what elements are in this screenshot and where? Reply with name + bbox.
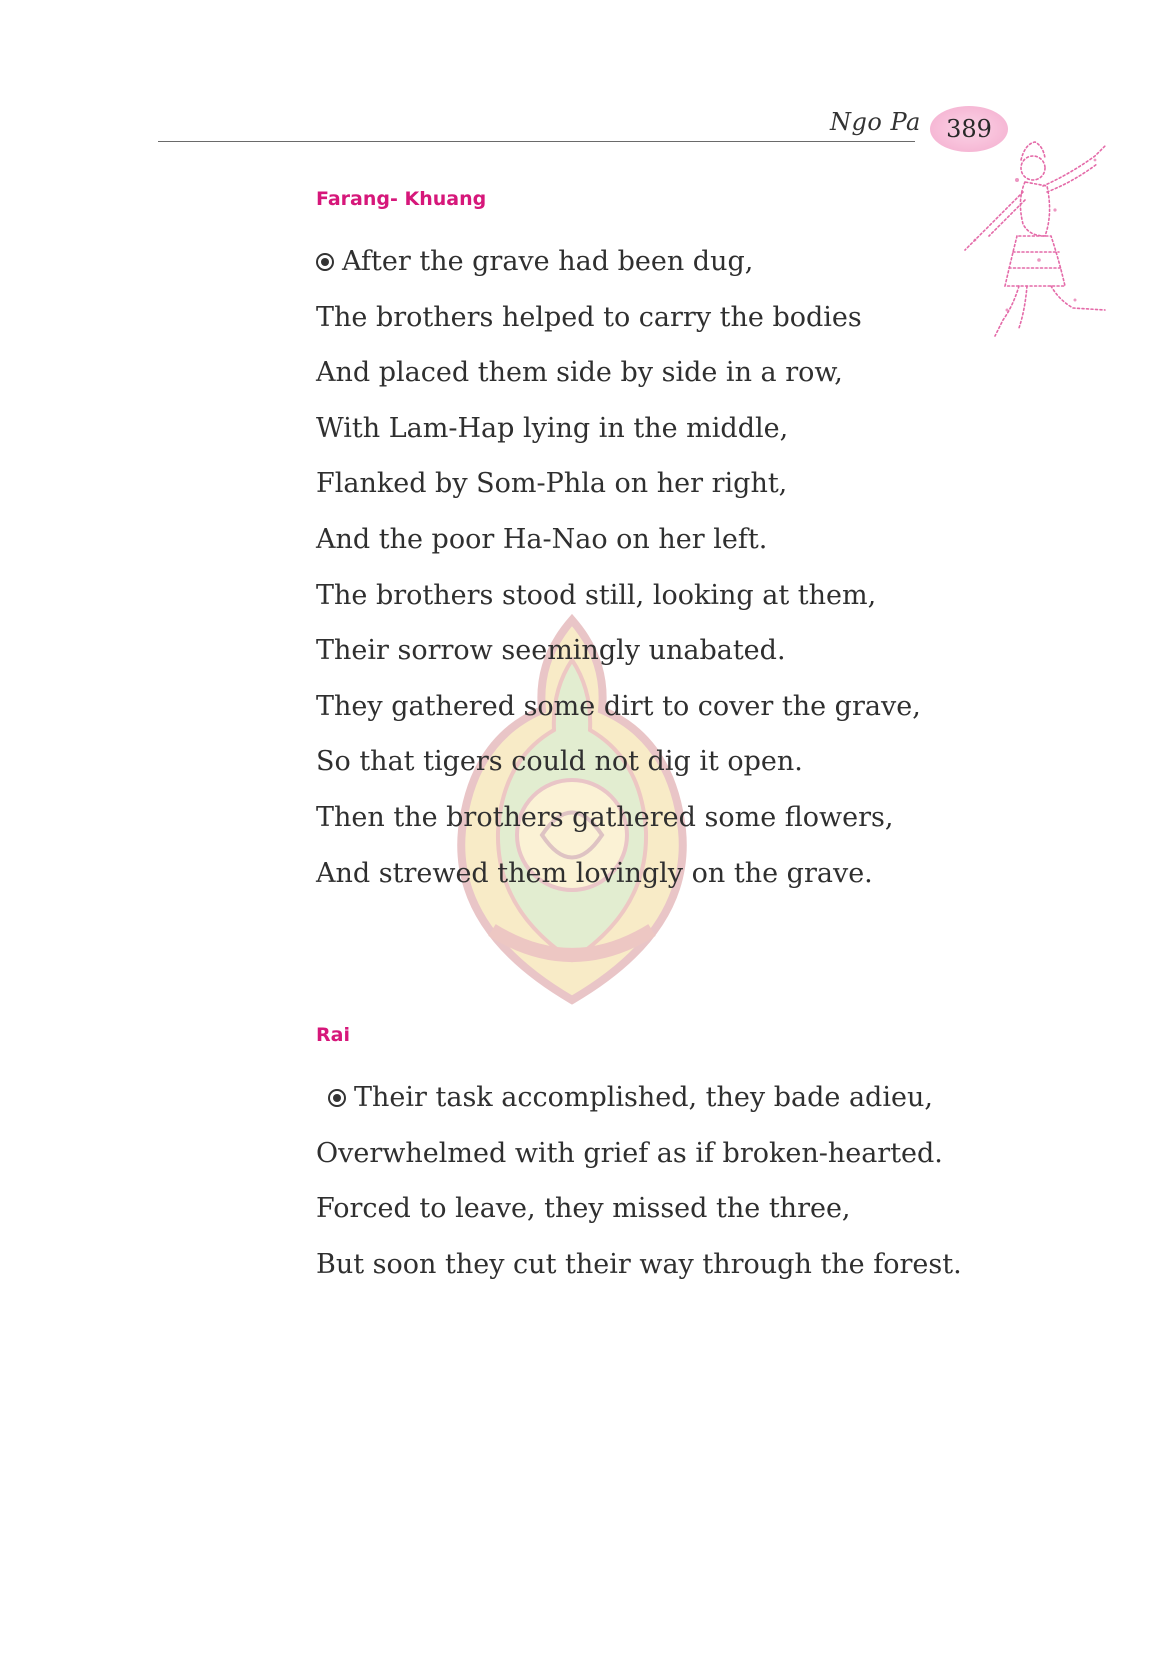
verse-farang-khuang — [316, 234, 921, 901]
verse-line: Overwhelmed with grief as if broken-hearted. — [316, 1137, 943, 1169]
verse-line: Then the brothers gathered some flowers, — [316, 801, 894, 833]
header-rule — [158, 141, 915, 142]
verse-line: So that tigers could not dig it open. — [316, 746, 803, 778]
verse-line: And placed them side by side in a row, — [316, 357, 843, 389]
verse-line: And strewed them lovingly on the grave. — [316, 857, 873, 889]
bullet-icon — [328, 1089, 346, 1107]
section-title-farang-khuang: Farang- Khuang — [316, 188, 487, 210]
verse-line: But soon they cut their way through the forest. — [316, 1248, 962, 1280]
thai-dancer-illustration-icon — [955, 140, 1125, 350]
verse-line: Forced to leave, they missed the three, — [316, 1193, 851, 1225]
verse-line: With Lam-Hap lying in the middle, — [316, 412, 789, 444]
running-title: Ngo Pa — [830, 108, 921, 136]
verse-line: Flanked by Som-Phla on her right, — [316, 468, 788, 500]
verse-line: And the poor Ha-Nao on her left. — [316, 523, 768, 555]
bullet-icon — [316, 253, 334, 271]
verse-line: Their sorrow seemingly unabated. — [316, 635, 786, 667]
verse-line: Their task accomplished, they bade adieu, — [316, 1070, 962, 1126]
page-number: 389 — [946, 115, 992, 143]
verse-line: The brothers stood still, looking at them, — [316, 579, 877, 611]
section-title-rai: Rai — [316, 1024, 350, 1046]
verse-line: After the grave had been dug, — [316, 234, 921, 290]
verse-rai — [316, 1070, 962, 1292]
verse-line: They gathered some dirt to cover the grave, — [316, 690, 921, 722]
verse-line: The brothers helped to carry the bodies — [316, 301, 862, 333]
